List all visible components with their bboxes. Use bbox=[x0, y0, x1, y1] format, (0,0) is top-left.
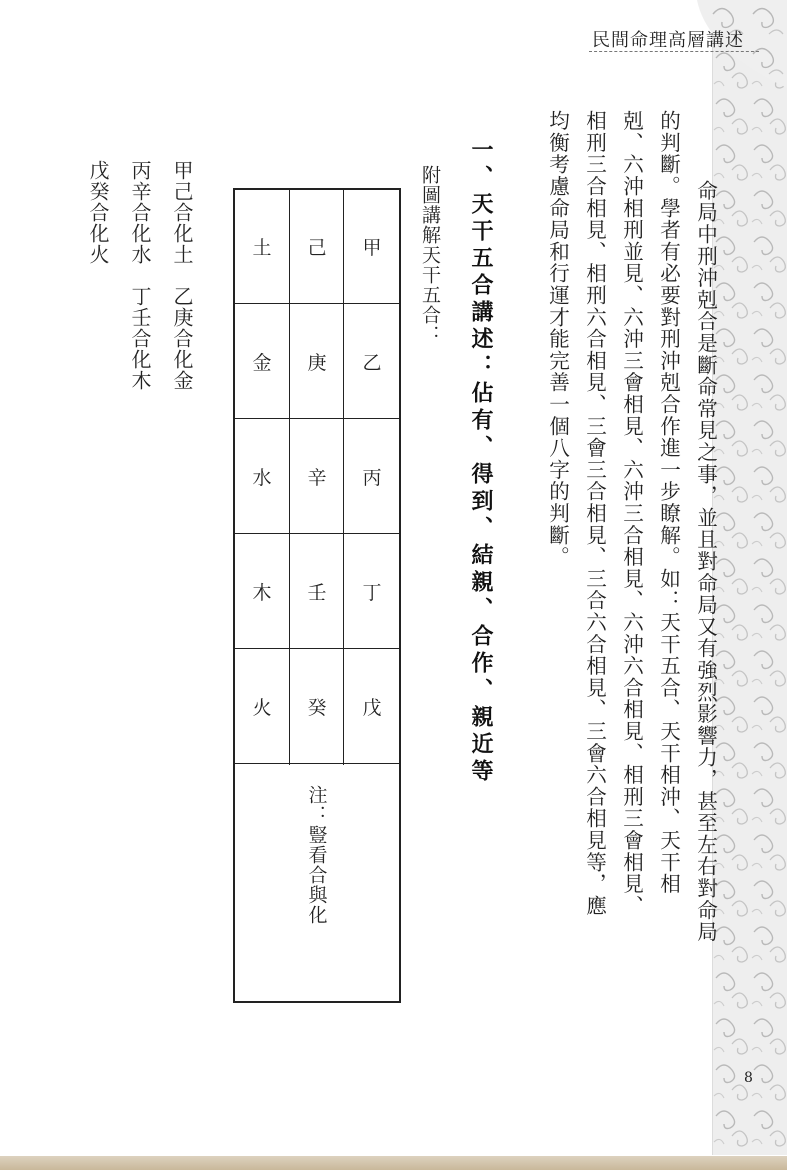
table-hline-5 bbox=[235, 763, 399, 764]
combination-line-3: 戊癸合化火 bbox=[86, 160, 110, 265]
table-cell-element: 金 bbox=[252, 351, 272, 374]
table-caption: 附圖講解天干五合： bbox=[419, 165, 441, 345]
table-cell-stem-b: 壬 bbox=[307, 581, 327, 604]
page-number: 8 bbox=[744, 1070, 753, 1086]
stem-combination-table bbox=[233, 188, 401, 1003]
body-column-3: 剋、六沖相刑並見、六沖三會相見、六沖三合相見、六沖六合相見、相刑三會相見、 bbox=[619, 110, 644, 917]
combination-line-2: 丙辛合化水 丁壬合化木 bbox=[128, 160, 152, 391]
body-column-1: 命局中刑沖剋合是斷命常見之事，並且對命局又有強烈影響力，甚至左右對命局 bbox=[693, 158, 718, 943]
table-cell-stem-b: 辛 bbox=[307, 466, 327, 489]
table-cell-stem-b: 己 bbox=[307, 237, 327, 259]
table-cell-element: 土 bbox=[252, 237, 272, 259]
table-cell-stem-a: 戊 bbox=[362, 696, 382, 719]
body-column-4: 相刑三合相見、相刑六合相見、三會三合相見、三合六合相見、三會六合相見等，應 bbox=[582, 110, 607, 917]
bottom-edge bbox=[0, 1156, 787, 1170]
table-cell-stem-a: 丙 bbox=[362, 466, 382, 489]
body-column-2: 的判斷。學者有必要對刑沖剋合作進一步瞭解。如：天干五合、天干相沖、天干相 bbox=[656, 110, 681, 895]
decorative-border bbox=[712, 0, 787, 1155]
body-column-5: 均衡考慮命局和行運才能完善一個八字的判斷。 bbox=[545, 110, 570, 568]
table-note bbox=[235, 785, 399, 925]
table-cell-stem-b: 癸 bbox=[307, 696, 327, 719]
table-cell-element: 木 bbox=[252, 581, 272, 604]
table-cell-stem-b: 庚 bbox=[307, 351, 327, 374]
table-cell-stem-a: 乙 bbox=[362, 351, 382, 374]
table-cell-element: 火 bbox=[252, 696, 272, 719]
combination-line-1: 甲己合化土 乙庚合化金 bbox=[170, 160, 194, 391]
section-heading: 一、天干五合講述：佔有、得到、結親、合作、親近等 bbox=[468, 138, 494, 786]
table-cell-stem-a: 甲 bbox=[362, 237, 382, 259]
running-header: 民間命理高層講述 bbox=[592, 30, 744, 51]
header-rule bbox=[589, 51, 759, 52]
table-cell-stem-a: 丁 bbox=[362, 581, 382, 604]
table-note-text: 注：豎看合與化 bbox=[305, 785, 328, 925]
table-cell-element: 水 bbox=[252, 466, 272, 489]
